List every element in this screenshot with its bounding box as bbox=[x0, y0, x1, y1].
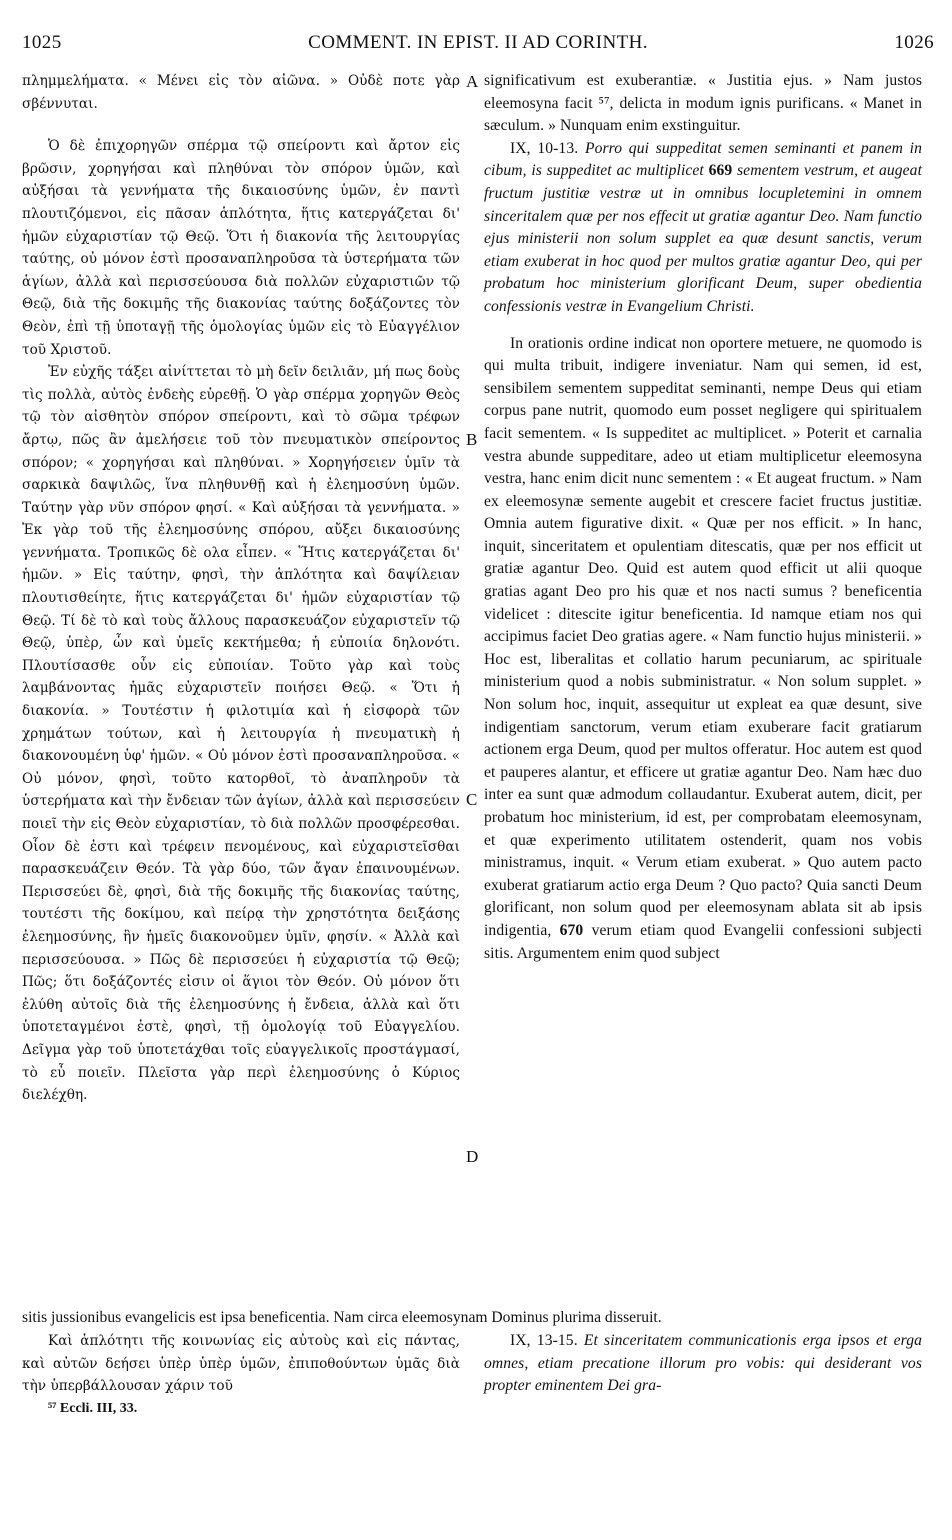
commentary-text-continued: verum etiam quod Evangelii confessioni subjecti sitis. Argumentem enim quod subject bbox=[484, 921, 923, 962]
margin-letter-a: A bbox=[466, 72, 479, 91]
latin-paragraph-1: significativum est exuberantiæ. « Justitia ejus. » Nam justos eleemosyna facit ⁵⁷, delicta in modum ignis purificans. « Manet in sæculum. » Nunquam enim exstinguitur. bbox=[484, 72, 922, 135]
running-head: COMMENT. IN EPIST. II AD CORINTH. bbox=[308, 32, 648, 53]
greek-column-bottom bbox=[22, 1330, 460, 1398]
commentary-text: In orationis ordine indicat non oportere metuere, ne quomodo is qui multa tribuit, indigere inveniatur. Nam qui semen, id est, sensibilem sementem suppeditat seminanti, nempe Deus qui etiam corpus pane nutrit, quomodo eum posset negligere qui spiritualem facit sementem. « Is suppeditet ac multiplicet. » Poterit et carnalia vestra abunde suppeditare, adeo ut etiam multiplicetur eleemosyna vestra, hanc enim dicit nunc sementem : « Et augeat fructum. » Nam ex eleemosynæ semente augebit et crescere faciet fructus justitiæ. Omnia autem figurative dixit. « Quæ per nos efficit. » In hanc, inquit, sinceritatem et opulentiam ditescatis, quæ per nos efficit ut gratiæ agantur Deo. Quid est autem quod efficit ut alii quoque gratias agant Deo pro his quæ et nos nacti sumus ? beneficentia videlicet : ditescite igitur beneficentia. Id namque etiam nos qui accipimus faciet Deo gratias agere. « Nam functio hujus ministerii. » Hoc est, liberalitas et collatio harum pecuniarum, ac spirituale ministerium quod a nobis subministratur. « Non solum supplet. » Non solum hoc, inquit, assequitur ut expleat ea quæ desunt, sive indigentiam sanctorum, verum etiam exuberare facit gratiarum actionem erga Deum, quod per multos offeratur. Hoc autem est quod et pauperes alantur, et efficere ut gratiæ agantur Deo. Nam hæc duo inter ea sunt quæ admodum collaudantur. Exuberat autem, dicit, per probatum hoc ministerium, id est, per comprobatam eleemosynam, et quæ experimento utilitatem ostenderit, quam nos vobis ministramus, inquit. « Verum etiam exuberat. » Quo autem pacto exuberat gratiarum actio erga Deum ? Quo pacto? Quia sancti Deum glorificant, non solum quod per eleemosynam ablata sit ab ipsis indigentia, bbox=[484, 334, 922, 939]
margin-letter-d: D bbox=[466, 1147, 479, 1166]
verse-reference: IX, 10-13. bbox=[510, 139, 579, 157]
greek-paragraph-4: Καὶ ἁπλότητι τῆς κοινωνίας εἰς αὐτοὺς καὶ εἰς πάντας, καὶ αὐτῶν δεήσει ὑπὲρ ὑπὲρ ὑμῶν, ἐπιποθούντων ὑμᾶς διὰ τὴν ὑπερβάλλουσαν χάριν τοῦ bbox=[22, 1333, 460, 1395]
scripture-text-continued: sementem vestrum, et augeat fructum justitiæ vestræ ut in omnibus locupletemini in omnem sinceritalem quæ per nos effecit ut gratiæ agantur Deo. Nam functio ejus ministerii non solum supplet ea quæ desunt sanctis, verum etiam exuberat in hoc quod per multos gratiæ agantur Deo, qui per probatum hoc ministerium glorificant Deum, super obedientia confessionis vestræ in Evangelium Christi. bbox=[484, 162, 923, 315]
greek-column bbox=[22, 70, 460, 1107]
footnote: ⁵⁷ Eccli. III, 33. bbox=[48, 1401, 138, 1416]
latin-paragraph-2 bbox=[484, 138, 922, 319]
scripture-text: Et sinceritatem communicationis erga ipsos et erga omnes, etiam precatione illorum pro vobis: qui desiderant vos propter eminentem Dei gra- bbox=[484, 1332, 922, 1395]
page-number-left: 1025 bbox=[22, 32, 62, 53]
latin-paragraph-4 bbox=[484, 1330, 922, 1398]
latin-paragraph-3 bbox=[484, 333, 922, 966]
page-number-right: 1026 bbox=[894, 32, 934, 53]
page-header bbox=[22, 32, 934, 62]
margin-letter-b: B bbox=[466, 430, 478, 449]
column-number: 669 bbox=[708, 162, 733, 180]
latin-column bbox=[484, 70, 922, 965]
latin-column-bottom bbox=[484, 1330, 922, 1398]
verse-reference: IX, 13-15. bbox=[510, 1332, 578, 1349]
greek-paragraph-1: πλημμελήματα. « Μένει εἰς τὸν αἰῶνα. » Οὐδὲ ποτε γὰρ σβέννυται. bbox=[22, 73, 460, 112]
scripture-text: Porro qui suppeditat semen seminanti et panem in cibum, is suppeditet ac multiplicet bbox=[484, 139, 923, 180]
greek-paragraph-2: Ὁ δὲ ἐπιχορηγῶν σπέρμα τῷ σπείροντι καὶ ἄρτον εἰς βρῶσιν, χορηγήσαι καὶ πληθύναι τὸν σπόρον ὑμῶν, καὶ αὐξήσαι τὰ γεννήματα τῆς δικαιοσύνης ὑμῶν, ἐν παντὶ πλουτιζόμενοι, εἰς πᾶσαν ἁπλότητα, ἥτις κατεργάζεται δι' ἡμῶν εὐχαριστίαν τῷ Θεῷ. Ὅτι ἡ διακονία τῆς λειτουργίας ταύτης, οὐ μόνον ἐστὶ προσαναπληροῦσα τὰ ὑστερήματα τῶν ἁγίων, ἀλλὰ καὶ περισσεύουσα διὰ πολλῶν εὐχαριστιῶν τῷ Θεῷ, διὰ τῆς δοκιμῆς τῆς διακονίας ταύτης δοξάζοντες τὸν Θεὸν, ἐπὶ τῇ ὑποταγῇ τῆς ὁμολογίας ὑμῶν εἰς τὸ Εὐαγγέλιον τοῦ Χριστοῦ. bbox=[22, 138, 460, 358]
column-number: 670 bbox=[559, 921, 584, 939]
greek-paragraph-3: Ἐν εὐχῆς τάξει αἰνίττεται τὸ μὴ δεῖν δειλιᾶν, μή πως δοὺς τὶς πολλὰ, αὐτὸς ἐνδεὴς εὑρεθῇ. Ὁ γὰρ σπέρμα χορηγῶν Θεὸς τῷ τὸν αἰσθητὸν σπόρον σπείροντι, καὶ τὸ σῶμα τρέφων ἄρτῳ, πῶς ἂν ἀμελήσειε τοῦ τὸν πνευματικὸν σπείροντος σπόρον; « χορηγήσαι καὶ πληθύναι. » Χορηγήσειεν ὑμῖν τὰ σαρκικὰ δαψιλῶς, ἵνα πληθυνθῇ καὶ ἡ ἐλεημοσύνη ὑμῶν. Ταύτην γὰρ νῦν σπόρον φησί. « Καὶ αὐξήσαι τὰ γεννήματα. » Ἐκ γὰρ τοῦ τῆς ἐλεημοσύνης σπόρου, αὔξει δικαιοσύνης γεννήματα. Τροπικῶς δὲ ολα εἶπεν. « Ἥτις κατεργάζεται δι' ἡμῶν. » Εἰς ταύτην, φησὶ, τὴν ἁπλότητα καὶ δαψίλειαν πλουτισθείητε, ἥτις κατεργάζεται δι' ἡμῶν εὐχαριστίαν τῷ Θεῷ. Τί δὲ τὸ καὶ τοὺς ἄλλους παρασκευάζον εὐχαριστεῖν τῷ Θεῷ, ὑπὲρ, ὧν καὶ ὑμεῖς κεκτήμεθα; ἡ εὐποιία δηλονότι. Πλουτίσασθε οὖν εἰς εὐποιίαν. Τοῦτο γὰρ καὶ τοὺς λαμβάνοντας ἡμᾶς εὐχαριστεῖν ποιήσει Θεῷ. « Ὅτι ἡ διακονία. » Τουτέστιν ἡ φιλοτιμία καὶ ἡ εἰσφορὰ τῶν χρημάτων τούτων, καὶ ἡ λειτουργία ἡ πνευματικὴ ἡ διακονουμένη ὑφ' ἡμῶν. « Οὐ μόνον ἐστὶ προσαναπληροῦσα. « Οὐ μόνον, φησὶ, τοῦτο κατορθοῖ, τὸ ἀναπληροῦν τὰ ὑστερήματα καὶ τὴν ἔνδειαν τῶν ἁγίων, ἀλλὰ καὶ περισσεύειν ποιεῖ τὴν εἰς Θεὸν εὐχαριστίαν, τὸ διὰ πολλῶν προσφέρεσθαι. Οἷον δὲ ἐστι καὶ τρέφειν πενομένους, καὶ εὐχαριστεῖσθαι παρασκευάζειν Θεόν. Τὰ γὰρ δύο, τῶν ἄγαν ἐπαινουμένων. Περισσεύει δὲ, φησὶ, διὰ τῆς δοκιμῆς τῆς διακονίας ταύτης, τουτέστι τῆς δοκίμου, καὶ πείρᾳ τὴν χρηστότητα δειξάσης ἐλεημοσύνης, ἣν ἡμεῖς διακονοῦμεν ὑμῖν, φησίν. « Ἀλλὰ καὶ περισσεύουσα. » Πῶς δὲ περισσεύει ἡ εὐχαριστία τῷ Θεῷ; Πῶς; ὅτι δοξάζοντές εἰσιν οἱ ἅγιοι τὸν Θεόν. Οὐ μόνον ὅτι ἐλύθη αὐτοῖς διὰ τῆς ἐλεημοσύνης ἡ ἔνδεια, ἀλλὰ καὶ ὅτι ὑποτεταγμένοι ἐστὲ, φησὶ, τῇ ὁμολογίᾳ τοῦ Εὐαγγελίου. Δεῖγμα γὰρ τοῦ ὑποτετάχθαι τοῖς εὐαγγελικοῖς προστάγμασί, τὸ εὖ ποιεῖν. Πλεῖστα γὰρ περὶ ἐλεημοσύνης ὁ Κύριος διελέχθη. bbox=[22, 364, 460, 1104]
full-width-line: sitis jussionibus evangelicis est ipsa beneficentia. Nam circa eleemosynam Dominus plurima disseruit. bbox=[22, 1309, 662, 1326]
margin-letter-c: C bbox=[466, 790, 478, 809]
